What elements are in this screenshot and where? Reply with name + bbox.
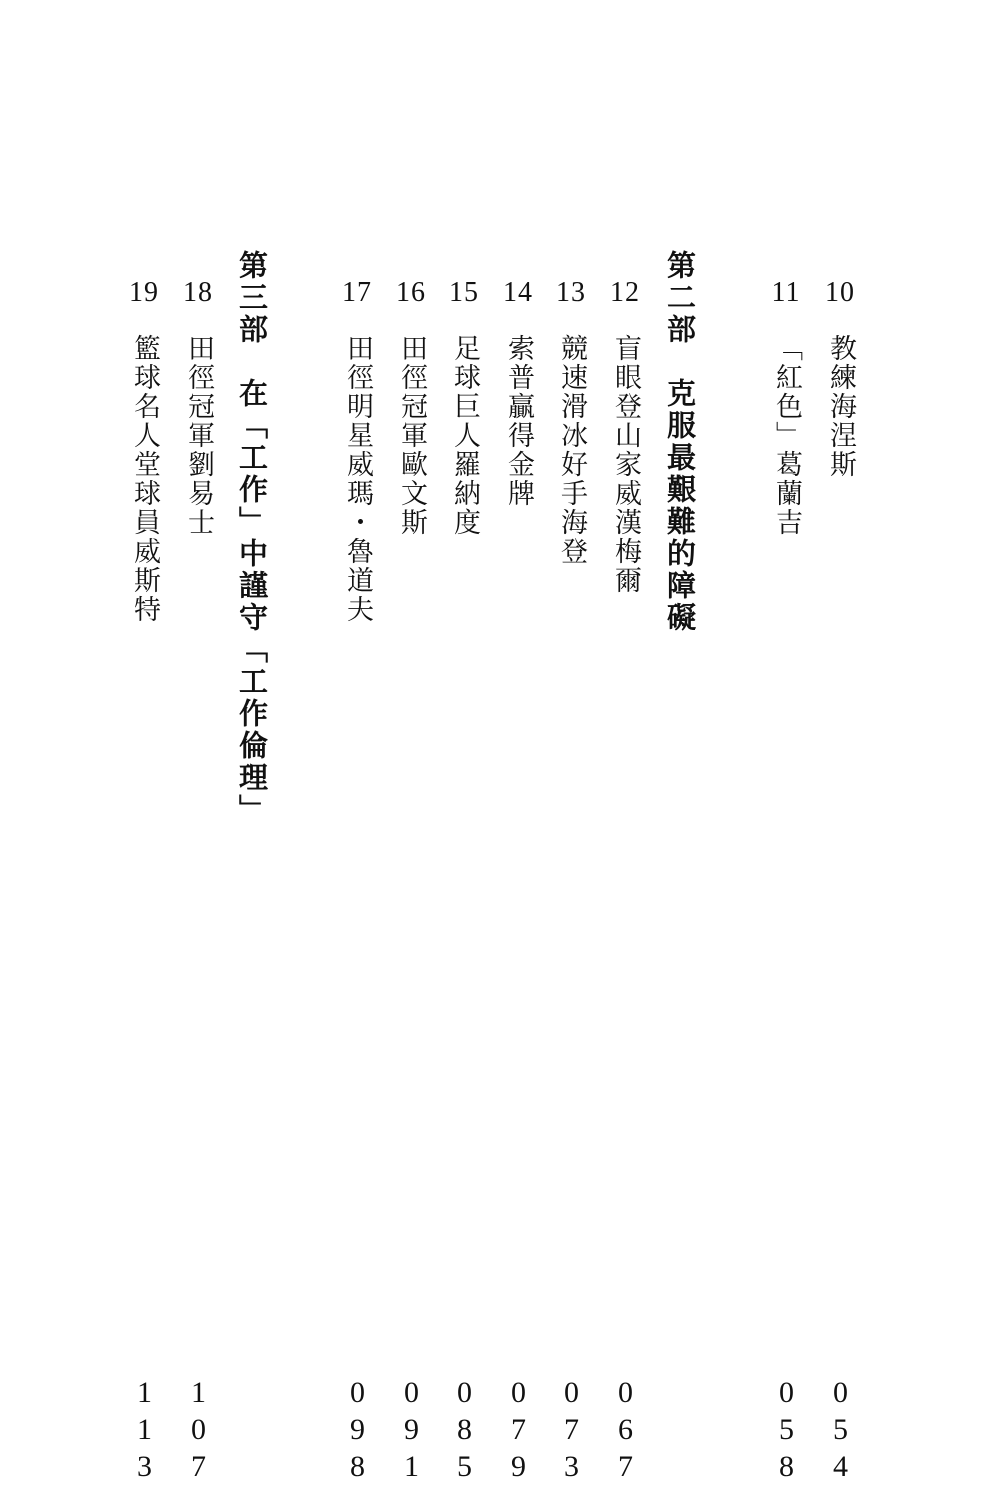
chapter-title: 盲眼登山家威漢梅爾	[610, 334, 641, 595]
part-title: 第二部 克服最艱難的障礙	[663, 250, 697, 634]
chapter-number: 10	[825, 277, 855, 308]
toc-entry-10	[812, 248, 868, 1487]
page-number: 073	[555, 1376, 588, 1487]
chapter-title: 足球巨人羅納度	[449, 334, 480, 537]
chapter-number: 17	[342, 277, 372, 308]
part-heading-2	[652, 248, 708, 1248]
page-number: 058	[770, 1376, 803, 1487]
chapter-title: 索普贏得金牌	[503, 334, 534, 508]
chapter-number: 12	[610, 277, 640, 308]
page-number: 085	[448, 1376, 481, 1487]
part-heading-3	[224, 248, 280, 1248]
chapter-title: 「紅色」葛蘭吉	[771, 334, 802, 537]
toc-entry-19	[116, 248, 172, 1487]
part-title: 第三部 在「工作」中謹守「工作倫理」	[235, 250, 269, 826]
page-number: 091	[395, 1376, 428, 1487]
chapter-title: 田徑明星威瑪・魯道夫	[342, 334, 373, 624]
chapter-number: 13	[556, 277, 586, 308]
toc-entry-16	[383, 248, 439, 1487]
chapter-number: 15	[449, 277, 479, 308]
chapter-title: 競速滑冰好手海登	[556, 334, 587, 566]
toc-entry-18	[170, 248, 226, 1487]
page-number: 054	[824, 1376, 857, 1487]
chapter-number: 14	[503, 277, 533, 308]
page-number: 107	[182, 1376, 215, 1487]
toc-entry-17	[329, 248, 385, 1487]
page-number: 079	[502, 1376, 535, 1487]
chapter-title: 田徑冠軍劉易士	[183, 334, 214, 537]
chapter-title: 籃球名人堂球員威斯特	[129, 334, 160, 624]
toc-entry-15	[436, 248, 492, 1487]
toc-entry-11	[758, 248, 814, 1487]
page-number: 113	[128, 1376, 161, 1487]
toc-entry-14	[490, 248, 546, 1487]
page-number: 098	[341, 1376, 374, 1487]
chapter-title: 田徑冠軍歐文斯	[396, 334, 427, 537]
chapter-title: 教練海涅斯	[825, 334, 856, 479]
chapter-number: 16	[396, 277, 426, 308]
chapter-number: 18	[183, 277, 213, 308]
toc-entry-12	[597, 248, 653, 1487]
page-number: 067	[609, 1376, 642, 1487]
chapter-number: 11	[771, 277, 801, 308]
toc-entry-13	[543, 248, 599, 1487]
chapter-number: 19	[129, 277, 159, 308]
